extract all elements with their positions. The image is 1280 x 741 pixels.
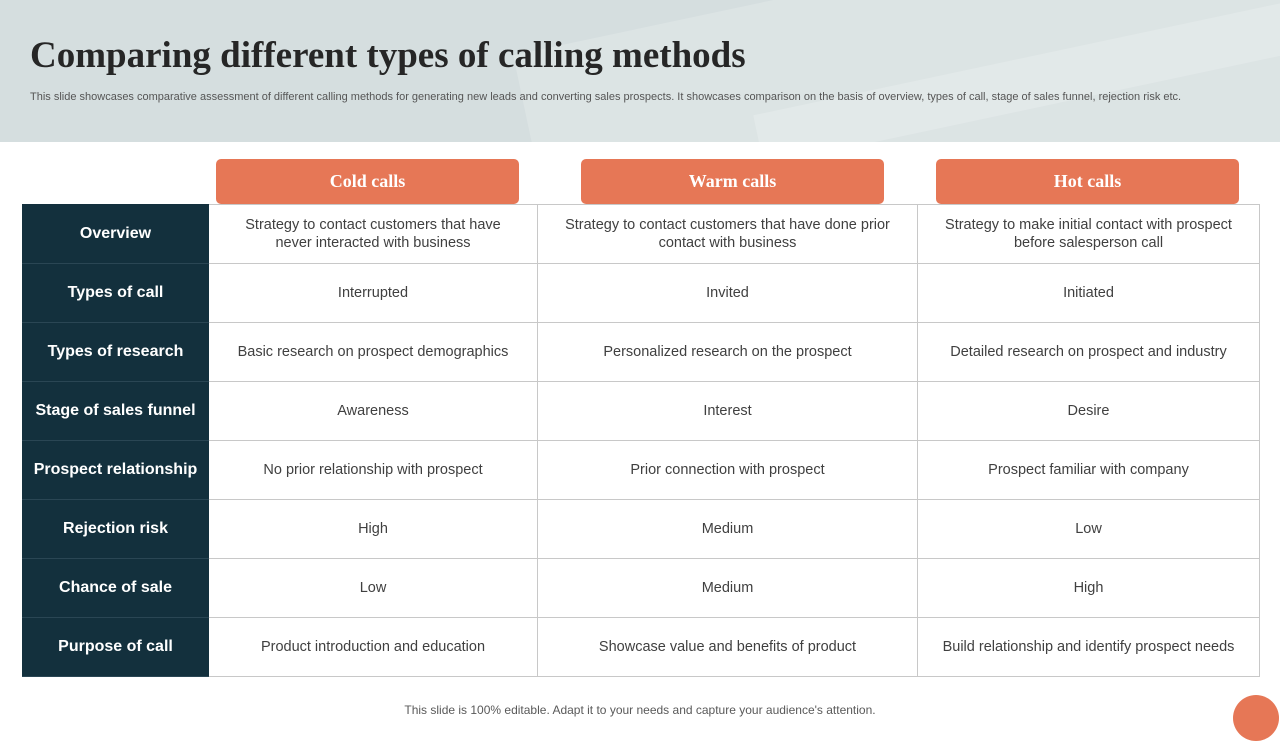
comparison-table xyxy=(22,204,1260,677)
table-row xyxy=(23,500,1260,559)
table-row xyxy=(23,205,1260,264)
footer-note: This slide is 100% editable. Adapt it to your needs and capture your audience's attention. xyxy=(404,703,876,717)
table-cell: No prior relationship with prospect xyxy=(209,441,538,500)
row-label: Types of research xyxy=(23,323,209,382)
table-cell: Low xyxy=(918,500,1260,559)
table-cell: Low xyxy=(209,559,538,618)
slide-subtitle: This slide showcases comparative assessment of different calling methods for generating new leads and converting sales prospects. It showcases comparison on the basis of overview, types of call, stage of sales funnel, rejection risk etc. xyxy=(30,91,1182,103)
table-cell: Prospect familiar with company xyxy=(918,441,1260,500)
table-row xyxy=(23,618,1260,677)
table-row xyxy=(23,382,1260,441)
table-row xyxy=(23,323,1260,382)
table-cell: Interrupted xyxy=(209,264,538,323)
table-cell: High xyxy=(918,559,1260,618)
table-cell: Interest xyxy=(538,382,918,441)
table-cell: Detailed research on prospect and industry xyxy=(918,323,1260,382)
table-cell: High xyxy=(209,500,538,559)
table-cell: Strategy to contact customers that have never interacted with business xyxy=(209,205,538,264)
row-label: Purpose of call xyxy=(23,618,209,677)
table-cell: Strategy to make initial contact with prospect before salesperson call xyxy=(918,205,1260,264)
row-label: Prospect relationship xyxy=(23,441,209,500)
table-cell: Prior connection with prospect xyxy=(538,441,918,500)
column-header-warm-calls: Warm calls xyxy=(581,159,884,204)
row-label: Types of call xyxy=(23,264,209,323)
table-cell: Awareness xyxy=(209,382,538,441)
table-row xyxy=(23,264,1260,323)
table-cell: Initiated xyxy=(918,264,1260,323)
row-label: Overview xyxy=(23,205,209,264)
table-cell: Medium xyxy=(538,500,918,559)
table-cell: Showcase value and benefits of product xyxy=(538,618,918,677)
table-cell: Personalized research on the prospect xyxy=(538,323,918,382)
table-cell: Invited xyxy=(538,264,918,323)
table-cell: Medium xyxy=(538,559,918,618)
row-label: Chance of sale xyxy=(23,559,209,618)
slide-title: Comparing different types of calling methods xyxy=(30,35,746,76)
table-cell: Basic research on prospect demographics xyxy=(209,323,538,382)
table-cell: Strategy to contact customers that have done prior contact with business xyxy=(538,205,918,264)
table-row xyxy=(23,441,1260,500)
corner-decoration xyxy=(1233,695,1279,741)
table-row xyxy=(23,559,1260,618)
table-cell: Build relationship and identify prospect needs xyxy=(918,618,1260,677)
table-cell: Desire xyxy=(918,382,1260,441)
column-header-hot-calls: Hot calls xyxy=(936,159,1239,204)
table-cell: Product introduction and education xyxy=(209,618,538,677)
row-label: Stage of sales funnel xyxy=(23,382,209,441)
column-header-cold-calls: Cold calls xyxy=(216,159,519,204)
row-label: Rejection risk xyxy=(23,500,209,559)
